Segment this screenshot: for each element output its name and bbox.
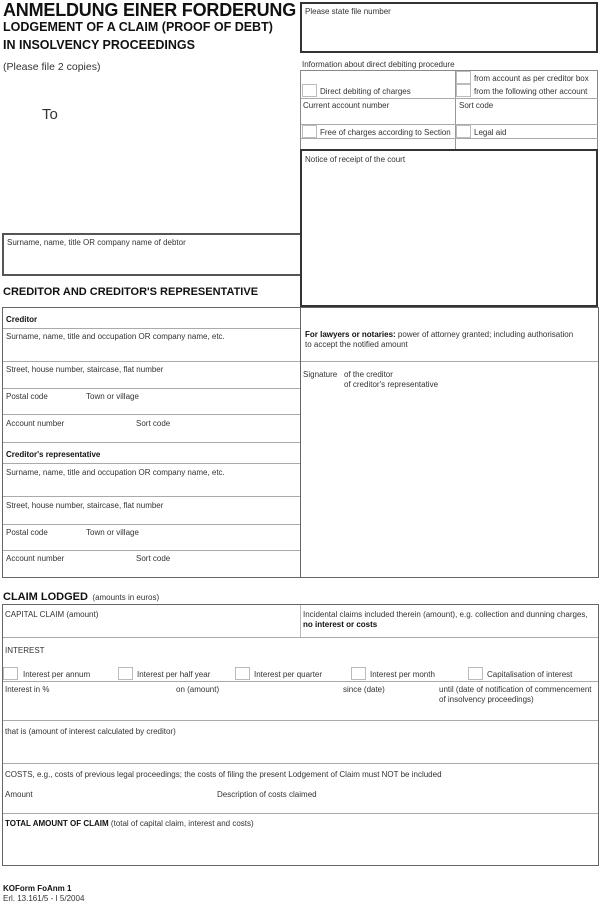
legal-aid-label: Legal aid <box>474 128 507 137</box>
direct-debit-section <box>300 70 598 149</box>
interest-per-half-year-checkbox[interactable] <box>118 667 133 680</box>
form-reference: Erl. 13.161/5 - I 5/2004 <box>3 894 85 903</box>
creditor-title: Creditor <box>6 315 38 324</box>
interest-per-annum-label: Interest per annum <box>23 670 91 679</box>
claim-heading-note: (amounts in euros) <box>92 593 160 602</box>
signature-field[interactable] <box>301 388 598 576</box>
creditor-town-label[interactable]: Town or village <box>86 392 139 401</box>
from-other-account-checkbox[interactable] <box>456 84 471 97</box>
lawyers-note-line1 <box>305 330 573 340</box>
interest-per-half-year-label: Interest per half year <box>137 670 211 679</box>
total-claim-note: (total of capital claim, interest and costs) <box>108 819 254 828</box>
creditor-name-label[interactable]: Surname, name, title and occupation OR company name, etc. <box>6 332 225 341</box>
divider <box>300 605 301 637</box>
creditor-block <box>2 307 599 578</box>
file-number-field[interactable] <box>300 2 598 53</box>
sort-code-label[interactable]: Sort code <box>459 101 494 110</box>
divider <box>301 138 598 139</box>
free-of-charges-checkbox[interactable] <box>302 125 317 138</box>
direct-debiting-checkbox[interactable] <box>302 84 317 97</box>
from-creditor-account-checkbox[interactable] <box>456 71 471 84</box>
form-title-english-line2: IN INSOLVENCY PROCEEDINGS <box>3 38 195 52</box>
capitalisation-checkbox[interactable] <box>468 667 483 680</box>
claim-heading <box>3 587 159 605</box>
divider <box>301 98 598 99</box>
divider <box>3 496 300 497</box>
divider <box>3 388 300 389</box>
interest-label: INTEREST <box>5 646 45 655</box>
debtor-name-field[interactable] <box>2 233 300 276</box>
total-claim-bold: TOTAL AMOUNT OF CLAIM <box>5 819 109 828</box>
divider <box>3 442 300 443</box>
costs-description-label[interactable]: Description of costs claimed <box>217 790 317 799</box>
divider <box>301 124 598 125</box>
court-notice-label: Notice of receipt of the court <box>305 155 406 164</box>
debtor-name-label: Surname, name, title OR company name of debtor <box>7 238 186 247</box>
current-account-label[interactable]: Current account number <box>303 101 390 110</box>
costs-label: COSTS, e.g., costs of previous legal proceedings; the costs of filing the present Lodgement of Claim must NOT be included <box>5 770 442 779</box>
divider <box>3 681 598 682</box>
divider <box>3 414 300 415</box>
interest-per-quarter-label: Interest per quarter <box>254 670 323 679</box>
interest-per-month-label: Interest per month <box>370 670 435 679</box>
until-date-label-line2: of insolvency proceedings) <box>439 695 534 704</box>
representative-postal-label[interactable]: Postal code <box>6 528 48 537</box>
divider <box>3 463 300 464</box>
recipient-label: To <box>42 106 58 123</box>
creditor-sort-code-label[interactable]: Sort code <box>136 419 171 428</box>
representative-sort-code-label[interactable]: Sort code <box>136 554 171 563</box>
costs-amount-label[interactable]: Amount <box>5 790 33 799</box>
direct-debiting-label: Direct debiting of charges <box>320 87 411 96</box>
direct-debit-caption: Information about direct debiting procedure <box>302 60 455 69</box>
total-claim-label[interactable] <box>5 819 254 829</box>
interest-per-annum-checkbox[interactable] <box>3 667 18 680</box>
divider <box>3 550 300 551</box>
signature-label: Signature <box>303 370 338 379</box>
interest-percent-label[interactable]: Interest in % <box>5 685 50 694</box>
creditor-postal-label[interactable]: Postal code <box>6 392 48 401</box>
representative-street-label[interactable]: Street, house number, staircase, flat number <box>6 501 164 510</box>
copies-note: (Please file 2 copies) <box>3 61 101 73</box>
from-creditor-account-label: from account as per creditor box <box>474 74 589 83</box>
capital-claim-label[interactable]: CAPITAL CLAIM (amount) <box>5 610 99 619</box>
since-date-label[interactable]: since (date) <box>343 685 385 694</box>
free-of-charges-label: Free of charges according to Section <box>320 128 451 137</box>
until-date-label-line1[interactable]: until (date of notification of commencement <box>439 685 592 694</box>
divider <box>3 361 300 362</box>
signature-creditor-label: of the creditor <box>344 370 393 379</box>
divider <box>3 524 300 525</box>
representative-name-label[interactable]: Surname, name, title and occupation OR company name, etc. <box>6 468 225 477</box>
divider <box>3 813 598 814</box>
divider <box>3 763 598 764</box>
divider <box>3 637 598 638</box>
divider <box>3 328 300 329</box>
form-title-german: ANMELDUNG EINER FORDERUNG <box>3 0 297 20</box>
creditor-street-label[interactable]: Street, house number, staircase, flat number <box>6 365 164 374</box>
representative-account-label[interactable]: Account number <box>6 554 65 563</box>
claim-block <box>2 604 599 866</box>
interest-amount-label[interactable]: that is (amount of interest calculated by creditor) <box>5 727 176 736</box>
incidental-claims-label[interactable]: Incidental claims included therein (amount), e.g. collection and dunning charges, <box>303 610 588 619</box>
form-id: KOForm FoAnm 1 <box>3 884 72 893</box>
divider <box>3 720 598 721</box>
lawyers-note-bold: For lawyers or notaries: <box>305 330 396 339</box>
from-other-account-label: from the following other account <box>474 87 588 96</box>
on-amount-label[interactable]: on (amount) <box>176 685 220 694</box>
interest-per-month-checkbox[interactable] <box>351 667 366 680</box>
legal-aid-checkbox[interactable] <box>456 125 471 138</box>
creditor-section-heading: CREDITOR AND CREDITOR'S REPRESENTATIVE <box>3 286 259 298</box>
divider <box>301 361 598 362</box>
capitalisation-label: Capitalisation of interest <box>487 670 573 679</box>
file-number-label: Please state file number <box>305 7 391 16</box>
incidental-claims-bold: no interest or costs <box>303 620 378 629</box>
interest-per-quarter-checkbox[interactable] <box>235 667 250 680</box>
court-notice-box <box>300 149 598 307</box>
creditor-account-label[interactable]: Account number <box>6 419 65 428</box>
claim-heading-title: CLAIM LODGED <box>3 591 88 603</box>
lawyers-note-line2: to accept the notified amount <box>305 340 408 349</box>
lawyers-note-text: power of attorney granted; including authorisation <box>395 330 574 339</box>
representative-title: Creditor's representative <box>6 450 101 459</box>
form-title-english-line1: LODGEMENT OF A CLAIM (PROOF OF DEBT) <box>3 20 273 34</box>
signature-representative-label: of creditor's representative <box>344 380 439 389</box>
representative-town-label[interactable]: Town or village <box>86 528 139 537</box>
